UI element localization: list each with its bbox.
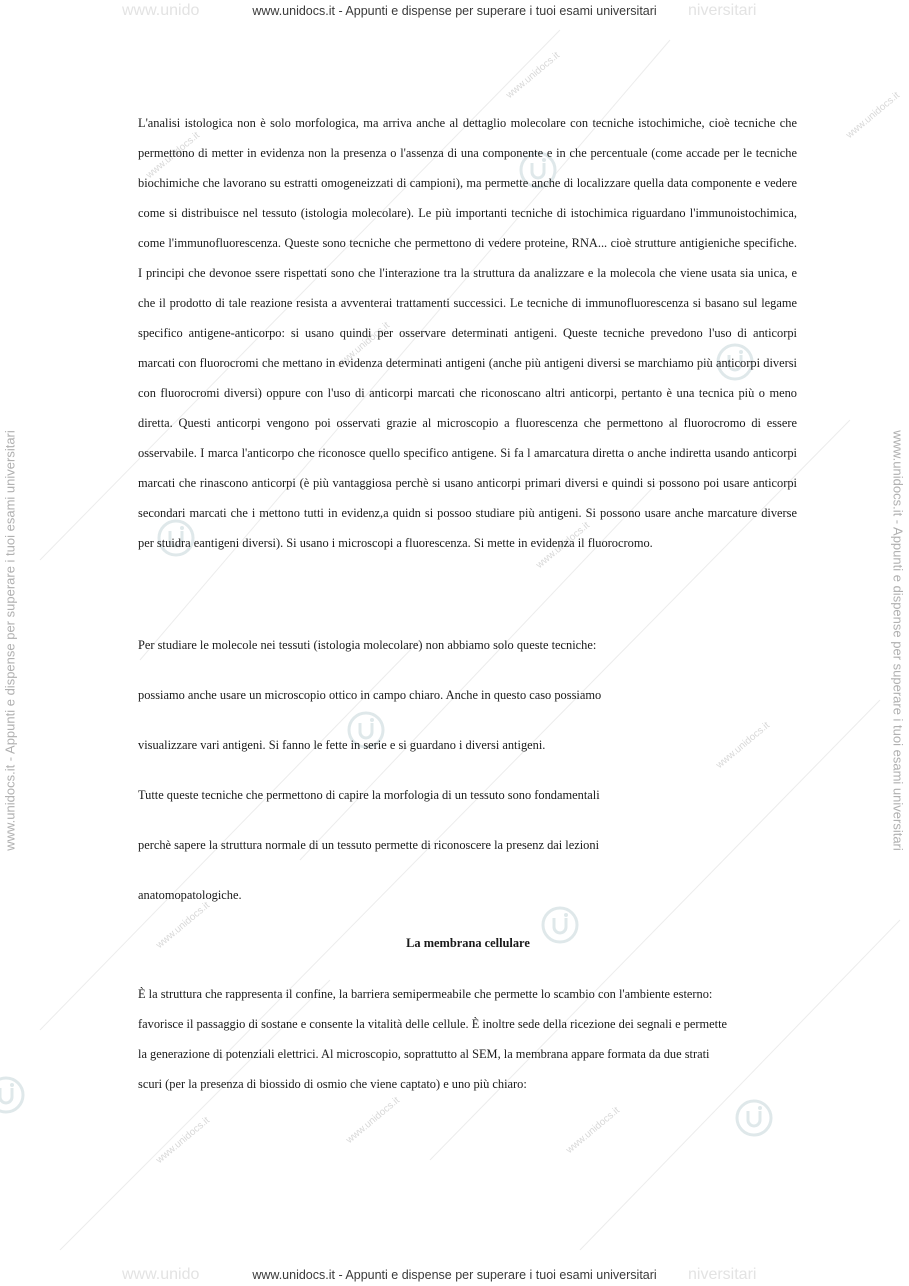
watermark-ghost-right: niversitari (688, 1266, 757, 1283)
watermark-header: www.unidocs.it - Appunti e dispense per superare i tuoi esami universitari (252, 4, 657, 18)
text-line: perchè sapere la struttura normale di un tessuto permette di riconoscere la presenz dai lezioni (138, 838, 600, 852)
membrane-text-line: scuri (per la presenza di biossido di osmio che viene captato) e uno più chiaro: (138, 1077, 527, 1091)
text-line: Tutte queste tecniche che permettono di capire la morfologia di un tessuto sono fondamentali (138, 788, 600, 802)
watermark-side-left: www.unidocs.it - Appunti e dispense per superare i tuoi esami universitari (2, 430, 18, 851)
watermark-side-right: www.unidocs.it - Appunti e dispense per superare i tuoi esami universitari (890, 430, 906, 851)
unidocs-logo-icon (734, 1098, 774, 1138)
watermark-diagonal-text: www.unidocs.it (504, 50, 562, 101)
text-line: possiamo anche usare un microscopio ottico in campo chiaro. Anche in questo caso possiamo (138, 688, 602, 702)
watermark-diagonal-text: www.unidocs.it (144, 130, 202, 181)
text-line: Per studiare le molecole nei tessuti (istologia molecolare) non abbiamo solo queste tecniche: (138, 638, 597, 652)
membrane-text-line: È la struttura che rappresenta il confine, la barriera semipermeabile che permette lo scambio con l'ambiente esterno: (138, 987, 713, 1001)
text-line: visualizzare vari antigeni. Si fanno le fette in serie e si guardano i diversi antigeni. (138, 738, 546, 752)
watermark-ghost-left: www.unido (122, 2, 200, 19)
watermark-diagonal-text: www.unidocs.it (714, 720, 772, 771)
membrane-text-line: favorisce il passaggio di sostane e consente la vitalità delle cellule. È inoltre sede della ricezione dei segnali e permette (138, 1017, 728, 1031)
watermark-diagonal-text: www.unidocs.it (564, 1105, 622, 1156)
text-line: anatomopatologiche. (138, 888, 242, 902)
section-title: La membrana cellulare (406, 936, 530, 950)
watermark-diagonal-text: www.unidocs.it (844, 90, 902, 141)
watermark-diagonal-text: www.unidocs.it (534, 520, 592, 571)
watermark-diagonal-text: www.unidocs.it (334, 320, 392, 371)
watermark-diagonal-text: www.unidocs.it (154, 1115, 212, 1166)
unidocs-logo-icon (0, 1075, 26, 1115)
watermark-ghost-left: www.unido (122, 1266, 200, 1283)
watermark-footer: www.unidocs.it - Appunti e dispense per superare i tuoi esami universitari (252, 1268, 657, 1282)
watermark-ghost-right: niversitari (688, 2, 757, 19)
watermark-diagonal-text: www.unidocs.it (154, 900, 212, 951)
watermark-diagonal-text: www.unidocs.it (344, 1095, 402, 1146)
paragraph-istochimica: L'analisi istologica non è solo morfologica, ma arriva anche al dettaglio molecolare con tecniche istochimiche, cioè tecniche che permettono di metter in evidenza non la presenza o l'assenza di una componente e in che percentuale (come accade per le tecniche biochimiche che lavorano su estratti omogeneizzati di campioni), ma permette anche di localizzare quella data componente e vedere come si distribuisce nel tessuto (istologia molecolare). Le più importanti tecniche di istochimica riguardano l'immunoistochimica, come l'immunofluorescenza. Queste sono tecniche che permettono di vedere proteine, RNA... cioè strutture antigieniche specifiche. I principi che devonoe ssere rispettati sono che l'interazione tra la struttura da analizzare e la molecola che viene usata sia unica, e che il prodotto di tale reazione resista a avventerai trattamenti successici. Le tecniche di immunofluorescenza si basano sul legame specifico antigene-anticorpo: si usano quindi per osservare determinati antigeni. Queste tecniche prevedono l'uso di anticorpi marcati con fluorocromi che mettano in evidenza determinati antigeni (anche più antigeni diversi se marchiamo più anticorpi diversi con fluorocromi diversi) oppure con l'uso di anticorpi marcati che riconoscano altri anticorpi, pertanto è una tecnica più o meno diretta. Questi anticorpi vengono poi osservati grazie al microscopio a fluorescenza che permettono al fluorocromo di essere osservabile. I marca l'anticorpo che riconosce quello specifico antigene. Si fa l amarcatura diretta o anche indiretta usando anticorpi marcati che rinascono anticorpi (è più vantaggiosa perchè si usano anticorpi primari diversi e quindi si possono poi usare anticorpi secondari marcati che i mettono tutti in evidenz,a quidn si possoo studiare più antigeni. Si possono usare anche marcature diverse per stuidra eantigeni diversi). Si usano i microscopi a fluorescenza. Si mette in evidenza il fluorocromo. (138, 116, 797, 550)
membrane-text-line: la generazione di potenziali elettrici. Al microscopio, soprattutto al SEM, la membrana appare formata da due strati (138, 1047, 710, 1061)
